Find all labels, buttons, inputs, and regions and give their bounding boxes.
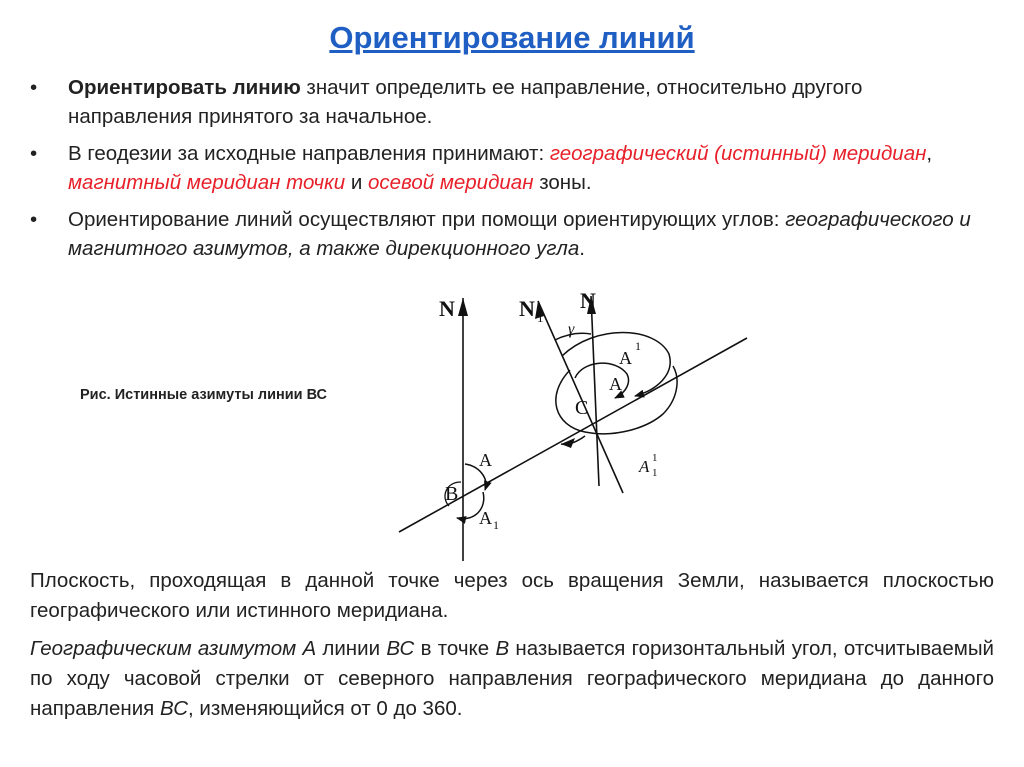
bullet-dot: • <box>30 208 38 231</box>
term-line-bc: ВС <box>159 697 189 720</box>
highlight-geographic-meridian: географический (истинный) меридиан <box>549 142 927 165</box>
bullet-text: значит определить ее направление, относительно другого направления принятого за начальное. <box>68 76 863 128</box>
paragraph-text: называется горизонтальный угол, отсчитываемый по ходу часовой стрелки от северного направления географического меридиана до данного направления <box>30 637 995 720</box>
meridian-left-arrowhead <box>458 298 468 316</box>
label-b-point: B <box>445 483 459 505</box>
paragraph-azimuth-definition <box>30 634 994 724</box>
page-title: Ориентирование линий <box>329 20 695 55</box>
label-a1-at-b: A <box>479 508 492 528</box>
bullet-dot: • <box>30 76 38 99</box>
label-a-prime-sup: 1 <box>635 339 641 353</box>
label-gamma: γ <box>568 321 575 338</box>
figure-caption: Рис. Истинные азимуты линии ВС <box>80 387 327 403</box>
paragraph-text: линии <box>316 637 387 660</box>
label-c-point: C <box>575 397 589 419</box>
highlight-magnetic-meridian: магнитный меридиан точки <box>68 171 346 194</box>
meridian-right-line <box>591 296 599 486</box>
label-a1-right: A <box>639 457 650 476</box>
azimuth-diagram <box>395 286 765 566</box>
arc-a1-prime-arrowhead <box>561 438 575 448</box>
term-line-bc: ВС <box>386 637 415 660</box>
highlight-axial-meridian: осевой меридиан <box>368 171 534 194</box>
bullet-bold-term: Ориентировать линию <box>68 76 301 99</box>
bullet-text: Ориентирование линий осуществляют при помощи ориентирующих углов: <box>68 208 786 231</box>
label-a1-right-sup: 1 <box>652 452 658 464</box>
label-n-left: N <box>439 296 455 321</box>
label-a-prime: A <box>619 348 632 368</box>
bullet-item <box>30 139 990 197</box>
paragraph-text: в точке <box>414 637 496 660</box>
bullet-dot: • <box>30 142 38 165</box>
label-n1-sub: 1 <box>537 310 544 325</box>
bullet-item <box>30 205 990 263</box>
bullet-text: зоны. <box>533 171 592 194</box>
bullet-separator: , <box>926 142 933 165</box>
term-geographic-azimuth: Географическим азимутом А <box>30 637 317 660</box>
bullet-text: . <box>579 237 585 260</box>
label-a1-right-sub: 1 <box>652 467 658 479</box>
bullet-italic-text: географического и магнитного азимутов, а также дирекционного угла <box>68 208 971 260</box>
label-a-center: A <box>609 374 622 394</box>
bullet-text: В геодезии за исходные направления принимают: <box>68 142 550 165</box>
label-n-right: N <box>580 288 596 313</box>
paragraph-text: , изменяющийся от 0 до 360. <box>188 697 463 720</box>
term-point-b: В <box>495 637 510 660</box>
label-a-at-b: A <box>479 450 492 470</box>
bullet-item <box>30 73 990 131</box>
bullet-list <box>30 73 990 271</box>
label-a1-at-b-sub: 1 <box>493 518 499 532</box>
label-n1: N <box>519 296 535 321</box>
bullet-separator: и <box>345 171 369 194</box>
paragraph-meridian-plane: Плоскость, проходящая в данной точке через ось вращения Земли, называется плоскостью географического или истинного меридиана. <box>30 569 994 622</box>
